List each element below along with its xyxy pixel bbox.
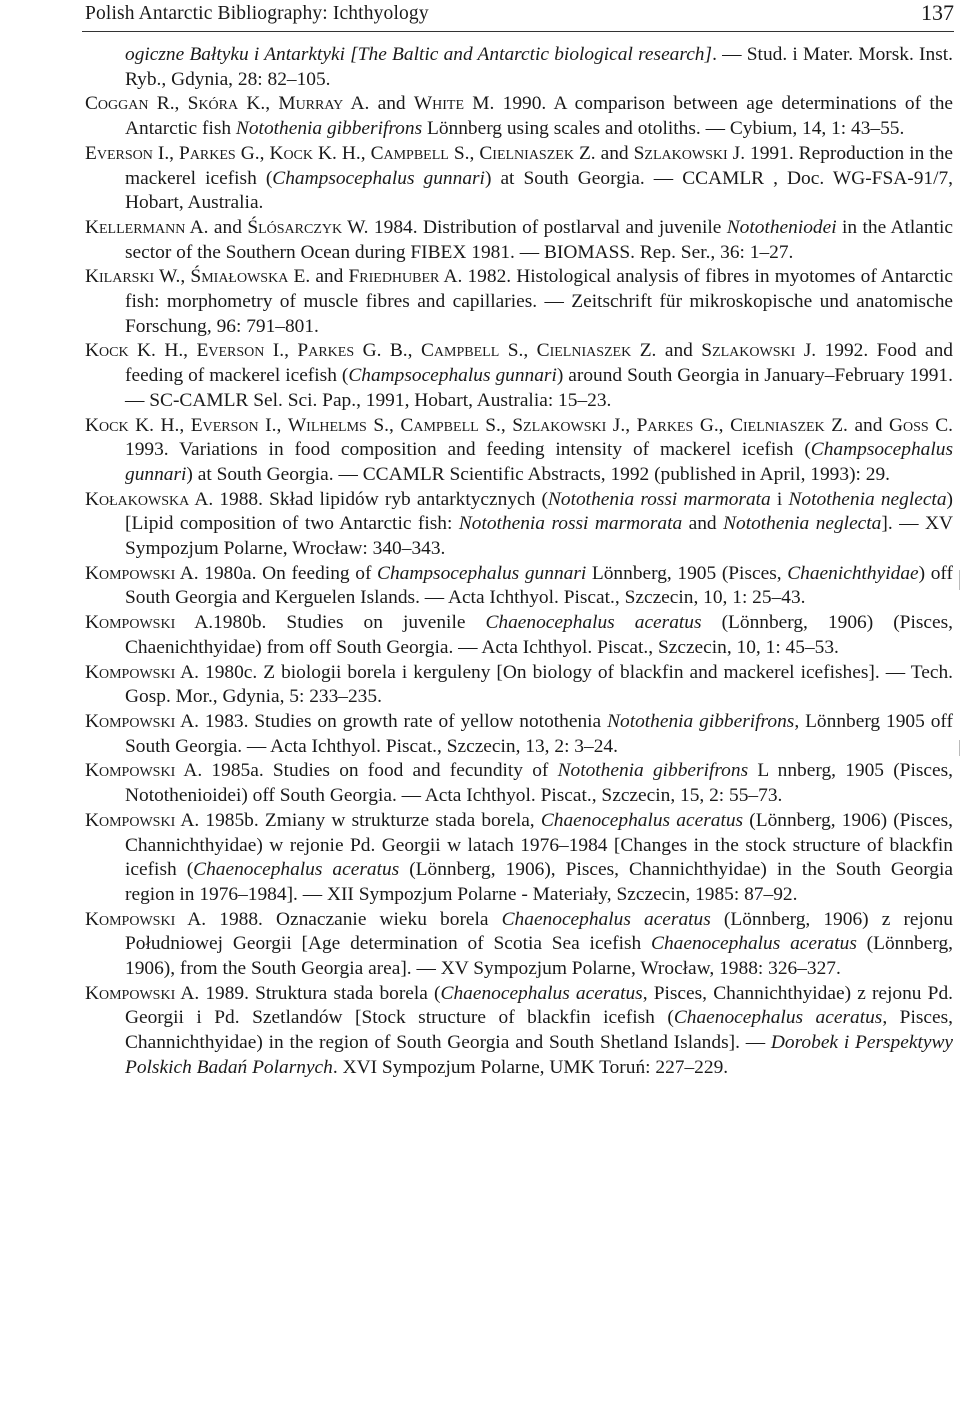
bibliography-entry: Kompowski A. 1980a. On feeding of Champsocephalus gunnari Lönnberg, 1905 (Pisces, Chaenichthyidae) off South Georgia and Kerguelen Islands. — Acta Ichthyol. Piscat., Szczecin, 10, 1: 25–43. [85, 562, 953, 609]
running-title: Polish Antarctic Bibliography: Ichthyology [85, 3, 429, 24]
bibliography-entry: Kock K. H., Everson I., Wilhelms S., Campbell S., Szlakowski J., Parkes G., Cielniaszek Z. and Goss C. 1993. Variations in food composition and feeding intensity of mackerel icefish (Champsocephalus gunnari) at South Georgia. — CCAMLR Scientific Abstracts, 1992 (published in April, 1993): 29. [85, 414, 954, 485]
bibliography-entry: Kilarski W., Śmiałowska E. and Friedhuber A. 1982. Histological analysis of fibres in myotomes of Antarctic fish: morphometry of muscle fibres and capillaries. — Zeitschrift für mikroskopische und anatomische Forschung, 96: 791–801. [85, 266, 954, 337]
bibliography-entry: Kompowski A. 1985a. Studies on food and fecundity of Notothenia gibberifrons L nnberg, 1905 (Pisces, Notothenioidei) off South Georgia. — Acta Ichthyol. Piscat., Szczecin, 15, 2: 55–73. [85, 760, 953, 807]
bibliography-entry: Kock K. H., Everson I., Parkes G. B., Campbell S., Cielniaszek Z. and Szlakowski J. 1992. Food and feeding of mackerel icefish (Champsocephalus gunnari) around South Georgia in January–February 1991. — SC-CAMLR Sel. Sci. Pap., 1991, Hobart, Australia: 15–23. [85, 340, 954, 411]
page-number: 137 [921, 0, 954, 25]
header-rule [82, 31, 954, 32]
bibliography-entry: Coggan R., Skóra K., Murray A. and White M. 1990. A comparison between age determinations of the Antarctic fish Notothenia gibberifrons Lönnberg using scales and otoliths. — Cybium, 14, 1: 43–55. [85, 93, 954, 140]
bibliography-entry: Kompowski A. 1980c. Z biologii borela i kerguleny [On biology of blackfin and mackerel icefishes]. — Tech. Gosp. Mor., Gdynia, 5: 233–235. [85, 661, 953, 708]
bibliography-entry: Kompowski A. 1985b. Zmiany w strukturze stada borela, Chaenocephalus aceratus (Lönnberg, 1906) (Pisces, Channichthyidae) w rejonie Pd. Georgii w latach 1976–1984 [Changes in the stock structure of blackfin icefish (Chaenocephalus aceratus (Lönnberg, 1906), Pisces, Channichthyidae) in the South Georgia region in 1976–1984]. — XII Sympozjum Polarne - Materiały, Szczecin, 1985: 87–92. [85, 809, 954, 905]
page-header [85, 0, 954, 32]
bibliography-entry: Kołakowska A. 1988. Skład lipidów ryb antarktycznych (Notothenia rossi marmorata i Notothenia neglecta) [Lipid composition of two Antarctic fish: Notothenia rossi marmorata and Notothenia neglecta]. — XV Sympozjum Polarne, Wrocław: 340–343. [85, 488, 953, 560]
bibliography-entry: Kompowski A. 1983. Studies on growth rate of yellow notothenia Notothenia gibberifrons, Lönnberg 1905 off South Georgia. — Acta Ichthyol. Piscat., Szczecin, 13, 2: 3–24. [85, 710, 953, 757]
bibliography-entry: Kellermann A. and Ślósarczyk W. 1984. Distribution of postlarval and juvenile Nototheniodei in the Atlantic sector of the Southern Ocean during FIBEX 1981. — BIOMASS. Rep. Ser., 36: 1–27. [85, 216, 953, 263]
bibliography-entry: Kompowski A.1980b. Studies on juvenile Chaenocephalus aceratus (Lönnberg, 1906) (Pisces, Chaenichthyidae) from off South Georgia. — Acta Ichthyol. Piscat., Szczecin, 10, 1: 45–53. [85, 612, 953, 658]
bibliography-entry: Everson I., Parkes G., Kock K. H., Campbell S., Cielniaszek Z. and Szlakowski J. 1991. Reproduction in the mackerel icefish (Champsocephalus gunnari) at South Georgia. — CCAMLR , Doc. WG-FSA-91/7, Hobart, Australia. [85, 142, 954, 214]
bibliography-entry: Kompowski A. 1988. Oznaczanie wieku borela Chaenocephalus aceratus (Lönnberg, 1906) z rejonu Południowej Georgii [Age determination of Scotia Sea icefish Chaenocephalus aceratus (Lönnberg, 1906), from the South Georgia area]. — XV Sympozjum Polarne, Wrocław, 1988: 326–327. [85, 908, 954, 980]
bibliography-list [85, 43, 953, 1081]
bibliography-entry: Kompowski A. 1989. Struktura stada borela (Chaenocephalus aceratus, Pisces, Channichthyidae) z rejonu Pd. Georgii i Pd. Szetlandów [Stock structure of blackfin icefish (Chaenocephalus aceratus, Pisces, Channichthyidae) in the region of South Georgia and South Shetland Islands]. — Dorobek i Perspektywy Polskich Badań Polarnych. XVI Sympozjum Polarne, UMK Toruń: 227–229. [85, 982, 954, 1078]
bibliography-entry: ogiczne Bałtyku i Antarktyki [The Baltic and Antarctic biological research]. — Stud. i Mater. Morsk. Inst. Ryb., Gdynia, 28: 82–105. [125, 44, 953, 90]
